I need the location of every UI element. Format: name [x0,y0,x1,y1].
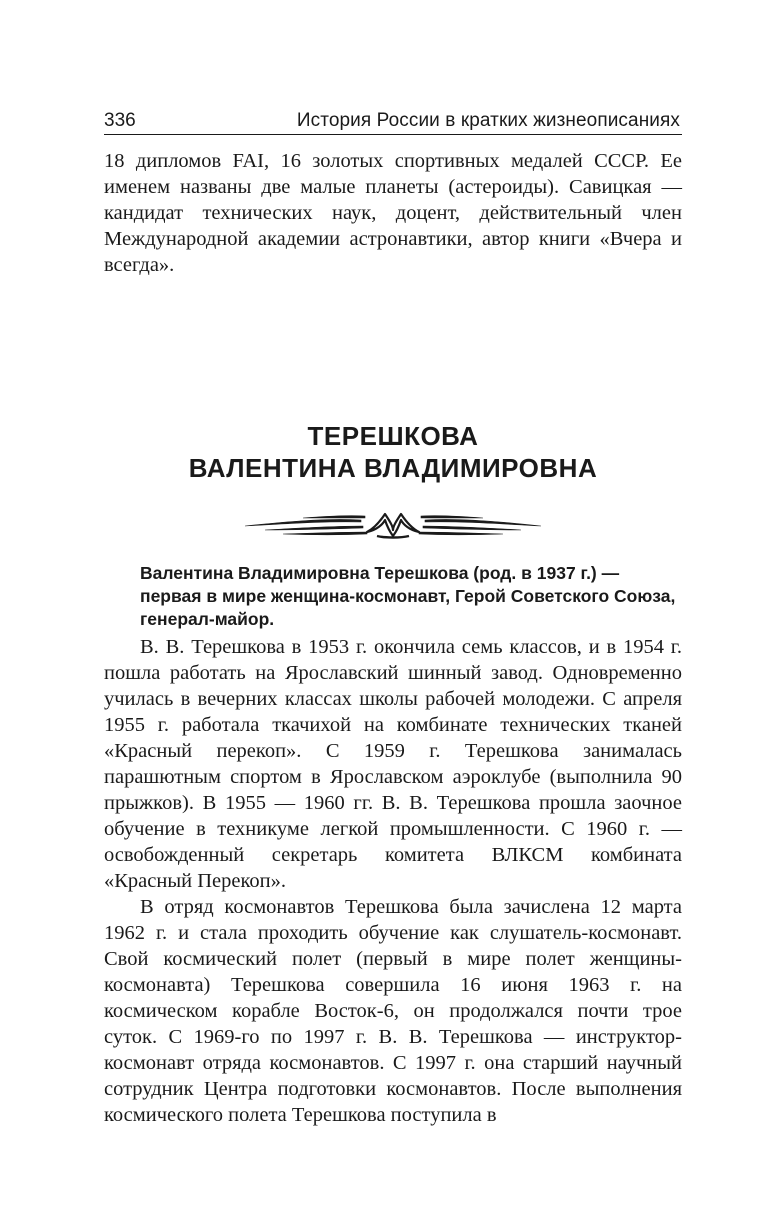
running-head [104,104,682,135]
heading-line-surname: ТЕРЕШКОВА [307,421,479,451]
heading-line-name: ВАЛЕНТИНА ВЛАДИМИРОВНА [188,453,598,483]
continuation-paragraph [104,148,682,278]
article-body [104,634,682,1128]
continuation-text: 18 дипломов FAI, 16 золотых спортивных медалей СССР. Ее именем названы две малые планеты (астероиды). Савицкая — кандидат технических наук, доцент, действительный член Международной академии астронавтики, автор книги «Вчера и всегда». [104,150,682,276]
page-number: 336 [104,110,136,131]
article-paragraph-1: В. В. Терешкова в 1953 г. окончила семь классов, и в 1954 г. пошла работать на Ярославский шинный завод. Одновременно училась в вечерних классах школы рабочей молодежи. С апреля 1955 г. работала ткачихой на комбинате технических тканей «Красный перекоп». С 1959 г. Терешкова занималась парашютным спортом в Ярославском аэроклубе (выполнила 90 прыжков). В 1955 — 1960 гг. В. В. Терешкова прошла заочное обучение в техникуме легкой промышленности. С 1960 г. — освобожденный секретарь комитета ВЛКСМ комбината «Красный Перекоп». [104,636,682,892]
running-title: История России в кратких жизнеописаниях [296,110,680,131]
ornament-divider-icon [243,508,543,544]
section-heading [104,420,682,484]
lead-summary: Валентина Владимировна Терешкова (род. в 1937 г.) — первая в мире женщина-космонавт, Герой Советского Союза, генерал-майор. [140,563,676,629]
article-paragraph-2: В отряд космонавтов Терешкова была зачислена 12 марта 1962 г. и стала проходить обучение как слушатель-космонавт. Свой космический полет (первый в мире полет женщины-космонавта) Терешкова совершила 16 июня 1963 г. на космическом корабле Восток-6, он продолжался почти трое суток. С 1969-го по 1997 г. В. В. Терешкова — инструктор-космонавт отряда космонавтов. С 1997 г. она старший научный сотрудник Центра подготовки космонавтов. После выполнения космического полета Терешкова поступила в [104,896,682,1126]
